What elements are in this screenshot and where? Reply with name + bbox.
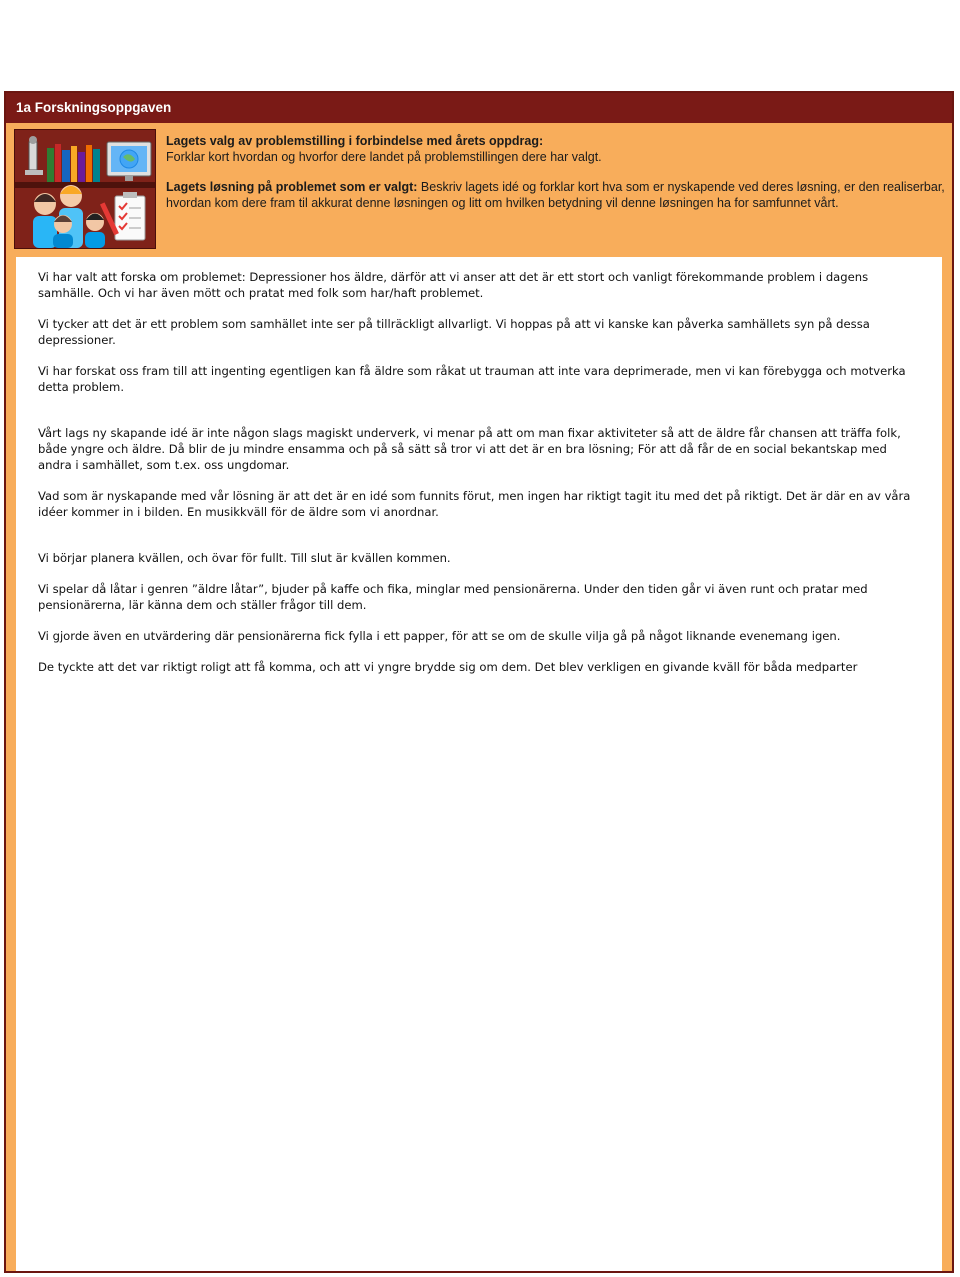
section-title: 1a Forskningsoppgaven (6, 93, 952, 123)
answer-paragraph: De tyckte att det var riktigt roligt att få komma, och att vi yngre brydde sig om dem. Det blev verkligen en givande kväll för båda medparter (38, 660, 858, 674)
prompt-question-2-heading: Lagets løsning på problemet som er valgt: (166, 180, 418, 194)
prompt-question-1-heading: Lagets valg av problemstilling i forbindelse med årets oppdrag: (166, 134, 544, 148)
answer-paragraph: Vi har valt att forska om problemet: Depressioner hos äldre, därför att vi anser att det är ett stort och vanligt förekommande problem i dagens samhälle. Och vi har även mött och pratat med folk som har/haft problemet. (38, 270, 869, 300)
research-task-panel (4, 91, 954, 1273)
answer-paragraph: Vi spelar då låtar i genren ”äldre låtar”, bjuder på kaffe och fika, minglar med pensionärerna. Under den tiden går vi även runt och pratar med pensionärerna, lär känna dem och ställer frågor till dem. (38, 582, 868, 612)
task-prompt (166, 134, 948, 211)
answer-paragraph: Vi tycker att det är ett problem som samhället inte ser på tillräckligt allvarligt. Vi hoppas på att vi kanske kan påverka samhällets syn på dessa depressioner. (38, 317, 870, 347)
answer-paragraph: Vi har forskat oss fram till att ingenting egentligen kan få äldre som råkat ut trauman att inte vara deprimerade, men vi kan förebygga och motverka detta problem. (38, 364, 906, 394)
prompt-question-1-text: Forklar kort hvordan og hvorfor dere landet på problemstillingen dere har valgt. (166, 149, 602, 164)
answer-paragraph: Vårt lags ny skapande idé är inte någon slags magiskt underverk, vi menar på att om man fixar aktiviteter så att de äldre får chansen att träffa folk, både yngre och äldre. Då blir de ju mindre ensamma och på så sätt så tror vi att det är en bra lösning; För att då får de en social bekantskap med andra i samhället, som t.ex. oss ungdomar. (38, 426, 901, 472)
answer-paragraph: Vi börjar planera kvällen, och övar för fullt. Till slut är kvällen kommen. (38, 551, 451, 565)
research-team-illustration-icon (14, 129, 156, 249)
answer-paragraph: Vi gjorde även en utvärdering där pensionärerna fick fylla i ett papper, för att se om de skulle vilja gå på något liknande evenemang igen. (38, 629, 841, 643)
answer-text-area[interactable] (16, 257, 942, 1271)
answer-paragraph: Vad som är nyskapande med vår lösning är att det är en idé som funnits förut, men ingen har riktigt tagit itu med det på riktigt. Det är där en av våra idéer kommer in i bilden. En musikkväll för de äldre som vi anordnar. (38, 489, 911, 519)
prompt-question-2-text: Beskriv lagets idé og forklar kort hva som er nyskapende ved deres løsning, er den realiserbar, hvordan kom dere fram til akkurat denne løsningen og litt om hvilken betydning vil denne løsningen ha for samfunnet vårt. (166, 180, 945, 210)
